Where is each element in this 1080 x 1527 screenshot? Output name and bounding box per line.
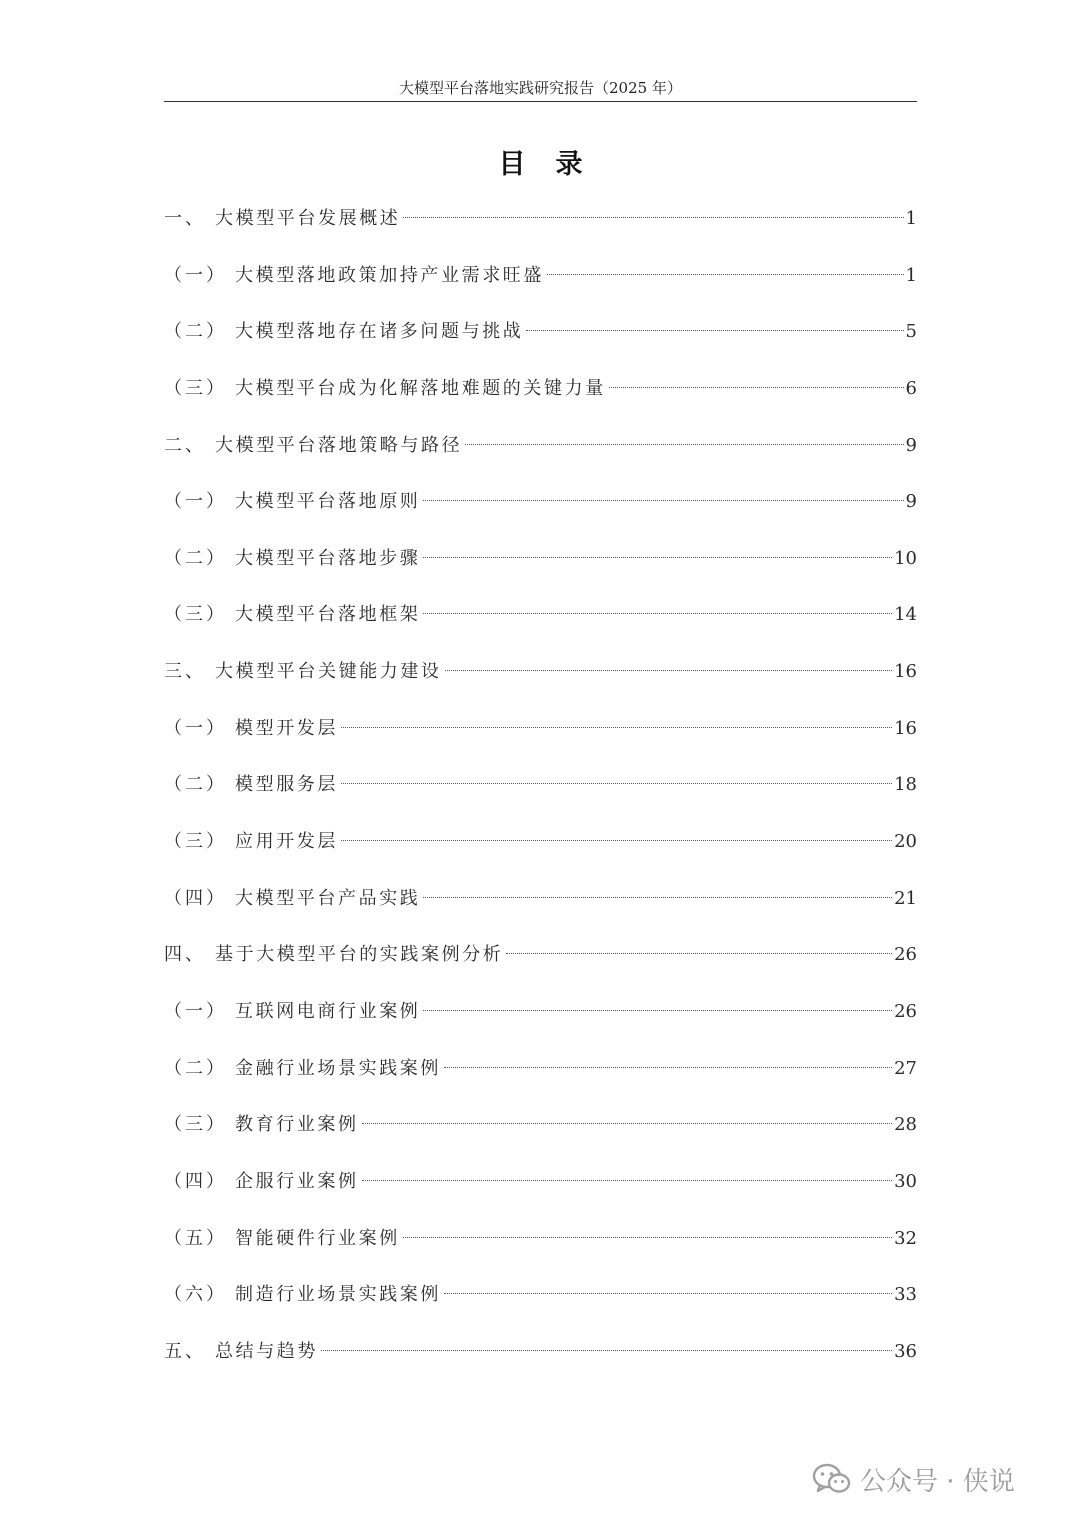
toc-entry-label: 应用开发层 bbox=[235, 831, 338, 853]
toc-entry-label: 制造行业场景实践案例 bbox=[235, 1284, 441, 1306]
toc-entry-label: 大模型平台关键能力建设 bbox=[215, 661, 442, 683]
toc-entry[interactable] bbox=[164, 597, 917, 654]
wechat-icon bbox=[812, 1463, 852, 1495]
toc-entry-label: 大模型平台落地原则 bbox=[235, 491, 421, 513]
toc-entry-page-number: 21 bbox=[894, 887, 917, 909]
toc-entry-page-number: 27 bbox=[894, 1057, 917, 1079]
toc-entry-number: （五） bbox=[164, 1227, 227, 1249]
dot-leader bbox=[403, 217, 903, 218]
toc-entry-page-number: 9 bbox=[905, 434, 917, 456]
dot-leader bbox=[609, 387, 904, 388]
toc-entry-label: 大模型平台落地策略与路径 bbox=[215, 434, 463, 456]
dot-leader bbox=[423, 613, 892, 614]
toc-entry[interactable] bbox=[164, 371, 917, 428]
toc-entry-label: 模型开发层 bbox=[235, 717, 338, 739]
watermark bbox=[812, 1457, 1015, 1501]
toc-entry[interactable] bbox=[164, 484, 917, 541]
toc-entry[interactable] bbox=[164, 881, 917, 938]
toc-entry-page-number: 18 bbox=[894, 774, 917, 796]
dot-leader bbox=[403, 1237, 892, 1238]
toc-entry-number: （二） bbox=[164, 1057, 227, 1079]
toc-entry[interactable] bbox=[164, 937, 917, 994]
toc-entry-page-number: 16 bbox=[894, 717, 917, 739]
toc-entry-page-number: 6 bbox=[905, 377, 917, 399]
toc-entry-page-number: 14 bbox=[894, 604, 917, 626]
toc-entry-number: （二） bbox=[164, 321, 227, 343]
toc-entry-page-number: 30 bbox=[894, 1170, 917, 1192]
dot-leader bbox=[444, 1293, 892, 1294]
toc-entry-page-number: 26 bbox=[894, 944, 917, 966]
dot-leader bbox=[445, 670, 892, 671]
table-of-contents bbox=[164, 201, 917, 1390]
dot-leader bbox=[362, 1180, 892, 1181]
toc-entry-number: （三） bbox=[164, 604, 227, 626]
toc-entry-page-number: 32 bbox=[894, 1227, 917, 1249]
toc-entry[interactable] bbox=[164, 1334, 917, 1391]
toc-entry-label: 大模型落地政策加持产业需求旺盛 bbox=[235, 264, 544, 286]
toc-entry-number: 四、 bbox=[164, 944, 206, 966]
toc-entry-page-number: 5 bbox=[905, 321, 917, 343]
toc-entry-label: 总结与趋势 bbox=[215, 1340, 318, 1362]
toc-entry-number: （三） bbox=[164, 1114, 227, 1136]
toc-entry-number: （一） bbox=[164, 717, 227, 739]
toc-entry-page-number: 36 bbox=[894, 1340, 917, 1362]
toc-entry-number: （一） bbox=[164, 1000, 227, 1022]
toc-entry-label: 金融行业场景实践案例 bbox=[235, 1057, 441, 1079]
toc-entry-page-number: 16 bbox=[894, 661, 917, 683]
toc-entry-number: 一、 bbox=[164, 208, 206, 229]
toc-entry-label: 企服行业案例 bbox=[235, 1170, 359, 1192]
watermark-text: 公众号 · 侠说 bbox=[860, 1466, 1015, 1497]
toc-entry[interactable] bbox=[164, 1051, 917, 1108]
toc-entry-number: （三） bbox=[164, 831, 227, 853]
dot-leader bbox=[444, 1067, 892, 1068]
dot-leader bbox=[341, 840, 892, 841]
toc-entry-page-number: 26 bbox=[894, 1000, 917, 1022]
toc-entry[interactable] bbox=[164, 314, 917, 371]
toc-entry-number: （四） bbox=[164, 1170, 227, 1192]
dot-leader bbox=[423, 897, 892, 898]
dot-leader bbox=[321, 1350, 892, 1351]
toc-entry-label: 大模型平台落地步骤 bbox=[235, 547, 421, 569]
dot-leader bbox=[341, 727, 892, 728]
toc-entry-label: 模型服务层 bbox=[235, 774, 338, 796]
dot-leader bbox=[547, 274, 904, 275]
toc-entry-number: 二、 bbox=[164, 434, 206, 456]
toc-entry-number: （一） bbox=[164, 264, 227, 286]
dot-leader bbox=[341, 783, 892, 784]
header-divider bbox=[164, 101, 917, 102]
dot-leader bbox=[423, 1010, 892, 1011]
toc-entry-number: （二） bbox=[164, 774, 227, 796]
toc-entry[interactable] bbox=[164, 1164, 917, 1221]
toc-entry-page-number: 20 bbox=[894, 831, 917, 853]
toc-entry-label: 大模型平台成为化解落地难题的关键力量 bbox=[235, 377, 606, 399]
dot-leader bbox=[465, 444, 903, 445]
dot-leader bbox=[423, 500, 903, 501]
toc-entry[interactable] bbox=[164, 201, 917, 258]
toc-entry-number: 五、 bbox=[164, 1340, 206, 1362]
toc-entry-page-number: 1 bbox=[905, 208, 917, 229]
toc-entry[interactable] bbox=[164, 541, 917, 598]
dot-leader bbox=[506, 953, 892, 954]
dot-leader bbox=[526, 330, 903, 331]
toc-title: 目录 bbox=[498, 149, 613, 180]
toc-entry[interactable] bbox=[164, 711, 917, 768]
toc-entry-number: （一） bbox=[164, 491, 227, 513]
toc-entry[interactable] bbox=[164, 1107, 917, 1164]
toc-entry-number: （四） bbox=[164, 887, 227, 909]
toc-entry[interactable] bbox=[164, 428, 917, 485]
toc-entry-number: （六） bbox=[164, 1284, 227, 1306]
toc-entry-page-number: 1 bbox=[905, 264, 917, 286]
toc-entry-number: （三） bbox=[164, 377, 227, 399]
toc-entry-number: 三、 bbox=[164, 661, 206, 683]
toc-entry-label: 大模型平台落地框架 bbox=[235, 604, 421, 626]
toc-entry-label: 教育行业案例 bbox=[235, 1114, 359, 1136]
toc-entry-number: （二） bbox=[164, 547, 227, 569]
toc-entry[interactable] bbox=[164, 767, 917, 824]
toc-entry[interactable] bbox=[164, 824, 917, 881]
toc-entry[interactable] bbox=[164, 258, 917, 315]
toc-entry[interactable] bbox=[164, 994, 917, 1051]
dot-leader bbox=[362, 1123, 892, 1124]
dot-leader bbox=[423, 557, 892, 558]
toc-entry[interactable] bbox=[164, 1277, 917, 1334]
toc-entry[interactable] bbox=[164, 1221, 917, 1278]
toc-entry[interactable] bbox=[164, 654, 917, 711]
toc-entry-label: 智能硬件行业案例 bbox=[235, 1227, 400, 1249]
toc-entry-page-number: 10 bbox=[894, 547, 917, 569]
running-header: 大模型平台落地实践研究报告（2025 年） bbox=[399, 79, 682, 97]
toc-entry-label: 基于大模型平台的实践案例分析 bbox=[215, 944, 504, 966]
toc-entry-label: 大模型平台产品实践 bbox=[235, 887, 421, 909]
toc-entry-page-number: 28 bbox=[894, 1114, 917, 1136]
toc-entry-label: 互联网电商行业案例 bbox=[235, 1000, 421, 1022]
toc-entry-label: 大模型平台发展概述 bbox=[215, 208, 401, 229]
toc-entry-page-number: 9 bbox=[905, 491, 917, 513]
toc-entry-label: 大模型落地存在诸多问题与挑战 bbox=[235, 321, 524, 343]
toc-entry-page-number: 33 bbox=[894, 1284, 917, 1306]
